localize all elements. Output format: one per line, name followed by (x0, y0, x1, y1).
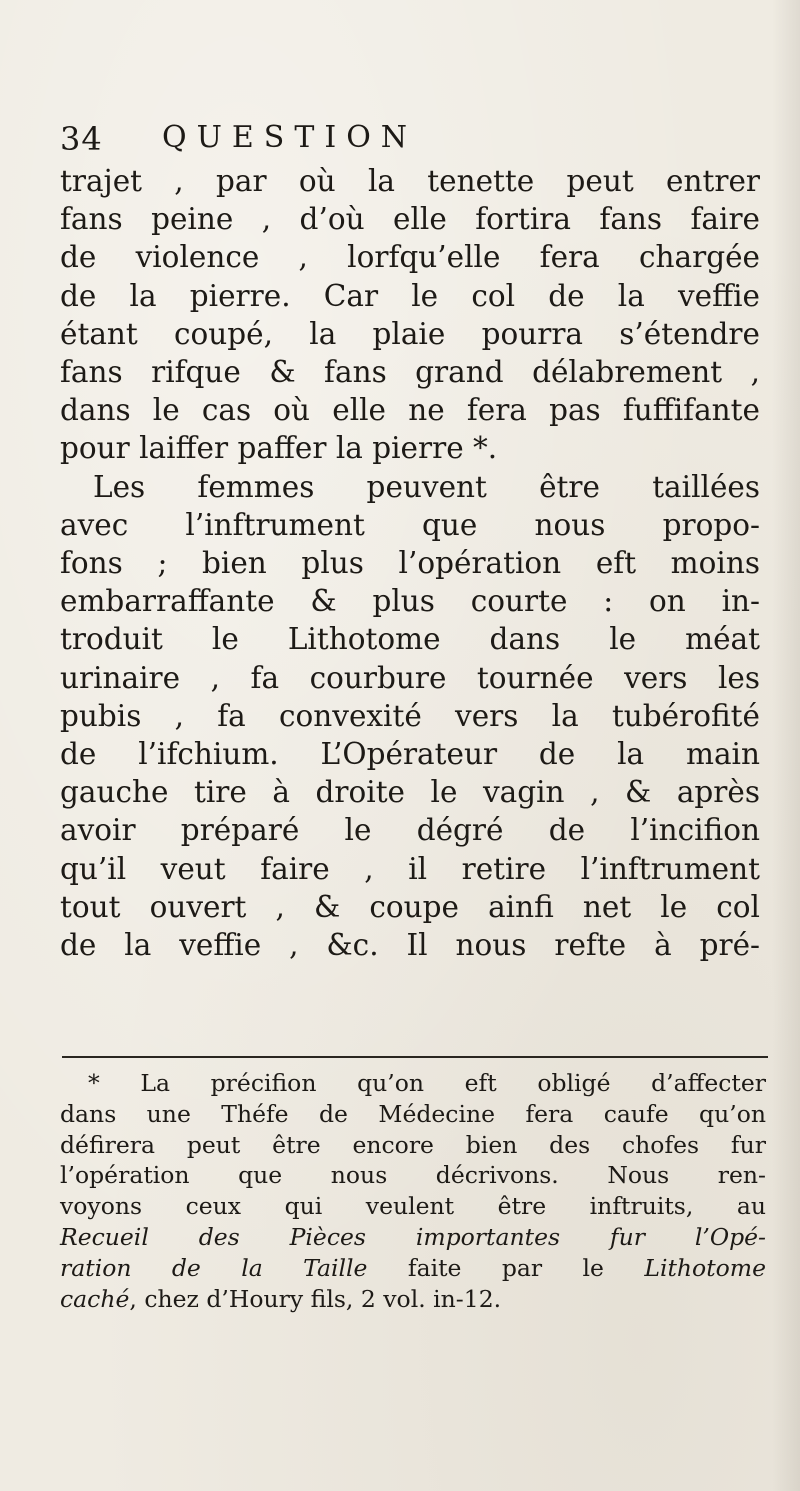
text-line: Les femmes peuvent être taillées (93, 469, 760, 504)
running-head: QUESTION (162, 120, 418, 155)
footnote-italic: caché (60, 1284, 130, 1313)
footnote-italic: ration de la Taille (60, 1253, 368, 1282)
text-line: gauche tire à droite le vagin , & après (60, 775, 760, 810)
page-edge-shadow (772, 0, 800, 1491)
text-line: pubis , fa convexité vers la tubérofité (60, 698, 760, 733)
footnote-italic: Lithotome (644, 1253, 766, 1282)
text-line: avoir préparé le dégré de l’incifion (60, 813, 760, 848)
text-line: fons ; bien plus l’opération eft moins (60, 546, 760, 581)
text-line: tout ouvert , & coupe ainfi net le col (60, 889, 760, 924)
footnote-line: * La précifion qu’on eft obligé d’affecter (88, 1069, 766, 1097)
footnote-plain: , chez d’Houry fils, 2 vol. in-12. (129, 1284, 502, 1313)
footnote-line: Recueil des Pièces importantes fur l’Opé- (60, 1222, 766, 1251)
text-line: urinaire , fa courbure tournée vers les (60, 660, 760, 695)
main-text (60, 162, 760, 964)
footnote-line: voyons ceux qui veulent être inftruits, au (60, 1192, 766, 1221)
text-line: fans peine , d’où elle fortira fans faire (60, 202, 760, 237)
text-line: de la veffie , &c. Il nous refte à pré- (60, 928, 760, 963)
text-line: dans le cas où elle ne fera pas fuffifante (60, 393, 760, 428)
footnote-line: défirera peut être encore bien des chofes fur (60, 1130, 766, 1159)
footnote-line: l’opération que nous décrivons. Nous ren- (60, 1161, 766, 1190)
footnote (60, 1068, 766, 1314)
page-number: 34 (60, 120, 103, 158)
text-line: trajet , par où la tenette peut entrer (60, 164, 760, 198)
text-line: étant coupé, la plaie pourra s’étendre (60, 316, 760, 351)
footnote-plain: faite par le (367, 1253, 645, 1282)
footnote-line (60, 1253, 766, 1284)
text-line: de l’ifchium. L’Opérateur de la main (60, 737, 760, 772)
text-line: avec l’inftrument que nous propo- (60, 507, 760, 542)
text-line: qu’il veut faire , il retire l’inftrument (60, 851, 760, 886)
text-line: fans rifque & fans grand délabrement , (60, 355, 760, 390)
text-line: troduit le Lithotome dans le méat (60, 622, 760, 657)
footnote-line (60, 1284, 766, 1315)
footnote-line: dans une Théfe de Médecine fera caufe qu’on (60, 1099, 766, 1128)
text-line: embarraffante & plus courte : on in- (60, 584, 760, 619)
text-line: de la pierre. Car le col de la veffie (60, 278, 760, 313)
footnote-divider (62, 1056, 768, 1058)
text-line: de violence , lorfqu’elle fera chargée (60, 240, 760, 275)
text-line: pour laiffer paffer la pierre *. (60, 431, 498, 466)
